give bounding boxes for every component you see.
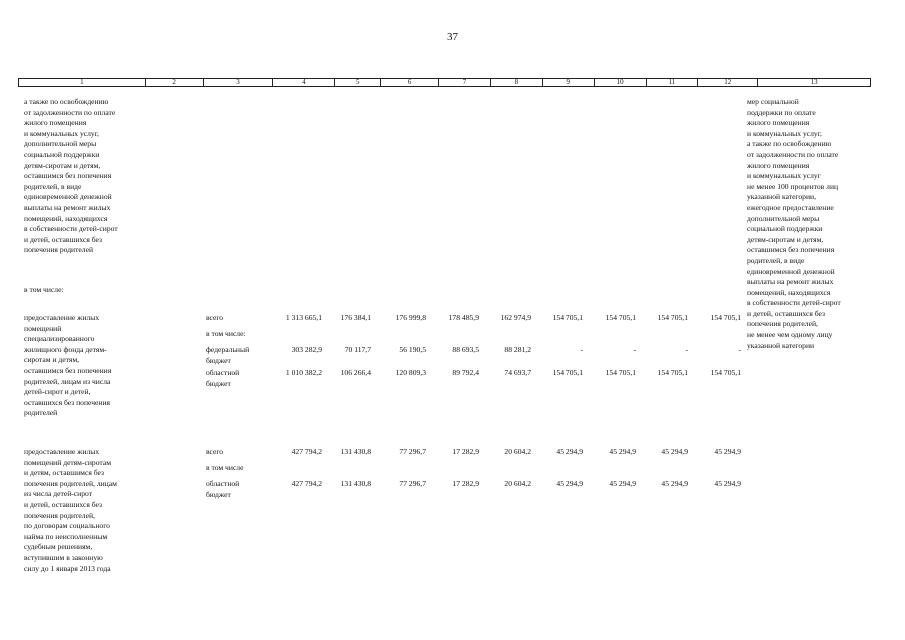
block2-funding-source: в том числе <box>206 463 244 472</box>
column-header-6: 6 <box>380 79 438 86</box>
block1-funding-source: в том числе: <box>206 329 246 338</box>
block1-value-cell: - <box>633 345 636 354</box>
block2-value-cell: 17 282,9 <box>452 447 479 456</box>
block1-value-cell: 154 705,1 <box>552 313 583 322</box>
block1-value-cell: 1 010 382,2 <box>285 368 322 377</box>
block2-value-cell: 45 294,9 <box>609 479 636 488</box>
column-header-13: 13 <box>757 79 870 86</box>
block1-value-cell: 154 705,1 <box>605 368 636 377</box>
column-header-12: 12 <box>697 79 757 86</box>
block2-value-cell: 77 296,7 <box>399 447 426 456</box>
block1-value-cell: 74 693,7 <box>504 368 531 377</box>
block1-value-cell: 154 705,1 <box>605 313 636 322</box>
block2-value-cell: 45 294,9 <box>714 447 741 456</box>
block1-value-cell: 154 705,1 <box>657 368 688 377</box>
in-particular-label: в том числе: <box>24 285 64 294</box>
block2-value-cell: 427 794,2 <box>291 479 322 488</box>
block1-value-cell: 1 313 665,1 <box>285 313 322 322</box>
block1-value-cell: 176 384,1 <box>340 313 371 322</box>
block1-value-cell: 303 282,9 <box>291 345 322 354</box>
block1-value-cell: 176 999,8 <box>395 313 426 322</box>
column-header-7: 7 <box>438 79 490 86</box>
block2-value-cell: 77 296,7 <box>399 479 426 488</box>
block2-value-cell: 131 430,8 <box>340 447 371 456</box>
intro-text: а также по освобождению от задолженности по оплате жилого помещения и коммунальных услуг, дополнительной меры социальной поддержки детям-сиротам и детям, оставшимся без попечения родителей, в виде единовременной денежной выплаты на ремонт жилых помещений, находящихся в собственности детей-сирот и детей, оставшихся без попечения родителей <box>24 97 118 255</box>
block2-funding-source: областной бюджет <box>206 479 240 499</box>
block1-value-cell: 162 974,9 <box>500 313 531 322</box>
block1-value-cell: 56 190,5 <box>399 345 426 354</box>
block1-funding-source: всего <box>206 313 224 322</box>
block2-funding-source: всего <box>206 447 224 456</box>
block2-value-cell: 45 294,9 <box>556 447 583 456</box>
block1-value-cell: - <box>685 345 688 354</box>
block2-value-cell: 131 430,8 <box>340 479 371 488</box>
column-header-2: 2 <box>145 79 203 86</box>
block2-value-cell: 45 294,9 <box>661 479 688 488</box>
block1-value-cell: 178 485,9 <box>448 313 479 322</box>
column-header-3: 3 <box>203 79 273 86</box>
column-header-8: 8 <box>490 79 542 86</box>
block1-value-cell: 70 117,7 <box>344 345 371 354</box>
block1-value-cell: 154 705,1 <box>657 313 688 322</box>
block2-value-cell: 45 294,9 <box>556 479 583 488</box>
column-header-1: 1 <box>80 79 84 86</box>
column-header-10: 10 <box>594 79 646 86</box>
block2-value-cell: 17 282,9 <box>452 479 479 488</box>
block1-funding-source: областной бюджет <box>206 368 240 388</box>
block1-value-cell: 120 809,3 <box>395 368 426 377</box>
block1-value-cell: 88 693,5 <box>452 345 479 354</box>
block1-funding-source: федеральный бюджет <box>206 345 250 365</box>
column-13-text: мер социальной поддержки по оплате жилого помещения и коммунальных услуг, а также по освобождению от задолженности по оплате жилого помещения и коммунальных услуг не менее 100 процентов лиц указанной категории, ежегодное предоставление дополнительной меры социальной поддержки детям-сиротам и детям, оставшимся без попечения родителей, в виде единовременной денежной выплаты на ремонт жилых помещений, находящихся в собственности детей-сирот и детей, оставшихся без попечения родителей, не менее чем одному лицу указанной категории <box>747 97 841 350</box>
block2-value-cell: 45 294,9 <box>609 447 636 456</box>
block1-value-cell: 88 281,2 <box>504 345 531 354</box>
block2-description: предоставление жилых помещений детям-сиротам и детям, оставшимся без попечения родителей, лицам из числа детей-сирот и детей, оставшихся без попечения родителей, по договорам социального найма по неисполненным судебным решениям, вступившим в законную силу до 1 января 2013 года <box>24 447 117 573</box>
block1-value-cell: - <box>738 345 741 354</box>
block2-value-cell: 45 294,9 <box>714 479 741 488</box>
block1-value-cell: 89 792,4 <box>452 368 479 377</box>
block1-value-cell: - <box>580 345 583 354</box>
column-header-4: 4 <box>272 79 334 86</box>
column-header-9: 9 <box>542 79 594 86</box>
page-number: 37 <box>447 31 458 43</box>
block2-value-cell: 427 794,2 <box>291 447 322 456</box>
block2-value-cell: 45 294,9 <box>661 447 688 456</box>
block1-value-cell: 154 705,1 <box>552 368 583 377</box>
column-header-11: 11 <box>646 79 698 86</box>
block2-value-cell: 20 604,2 <box>504 479 531 488</box>
column-header-5: 5 <box>334 79 380 86</box>
block1-value-cell: 106 266,4 <box>340 368 371 377</box>
block2-value-cell: 20 604,2 <box>504 447 531 456</box>
block1-value-cell: 154 705,1 <box>710 313 741 322</box>
block1-description: предоставление жилых помещений специализированного жилищного фонда детям- сиротам и детям, оставшимся без попечения родителей, лицам из числа детей-сирот и детей, оставшихся без попечения родителей <box>24 313 112 418</box>
table-header-row <box>18 78 871 87</box>
block1-value-cell: 154 705,1 <box>710 368 741 377</box>
